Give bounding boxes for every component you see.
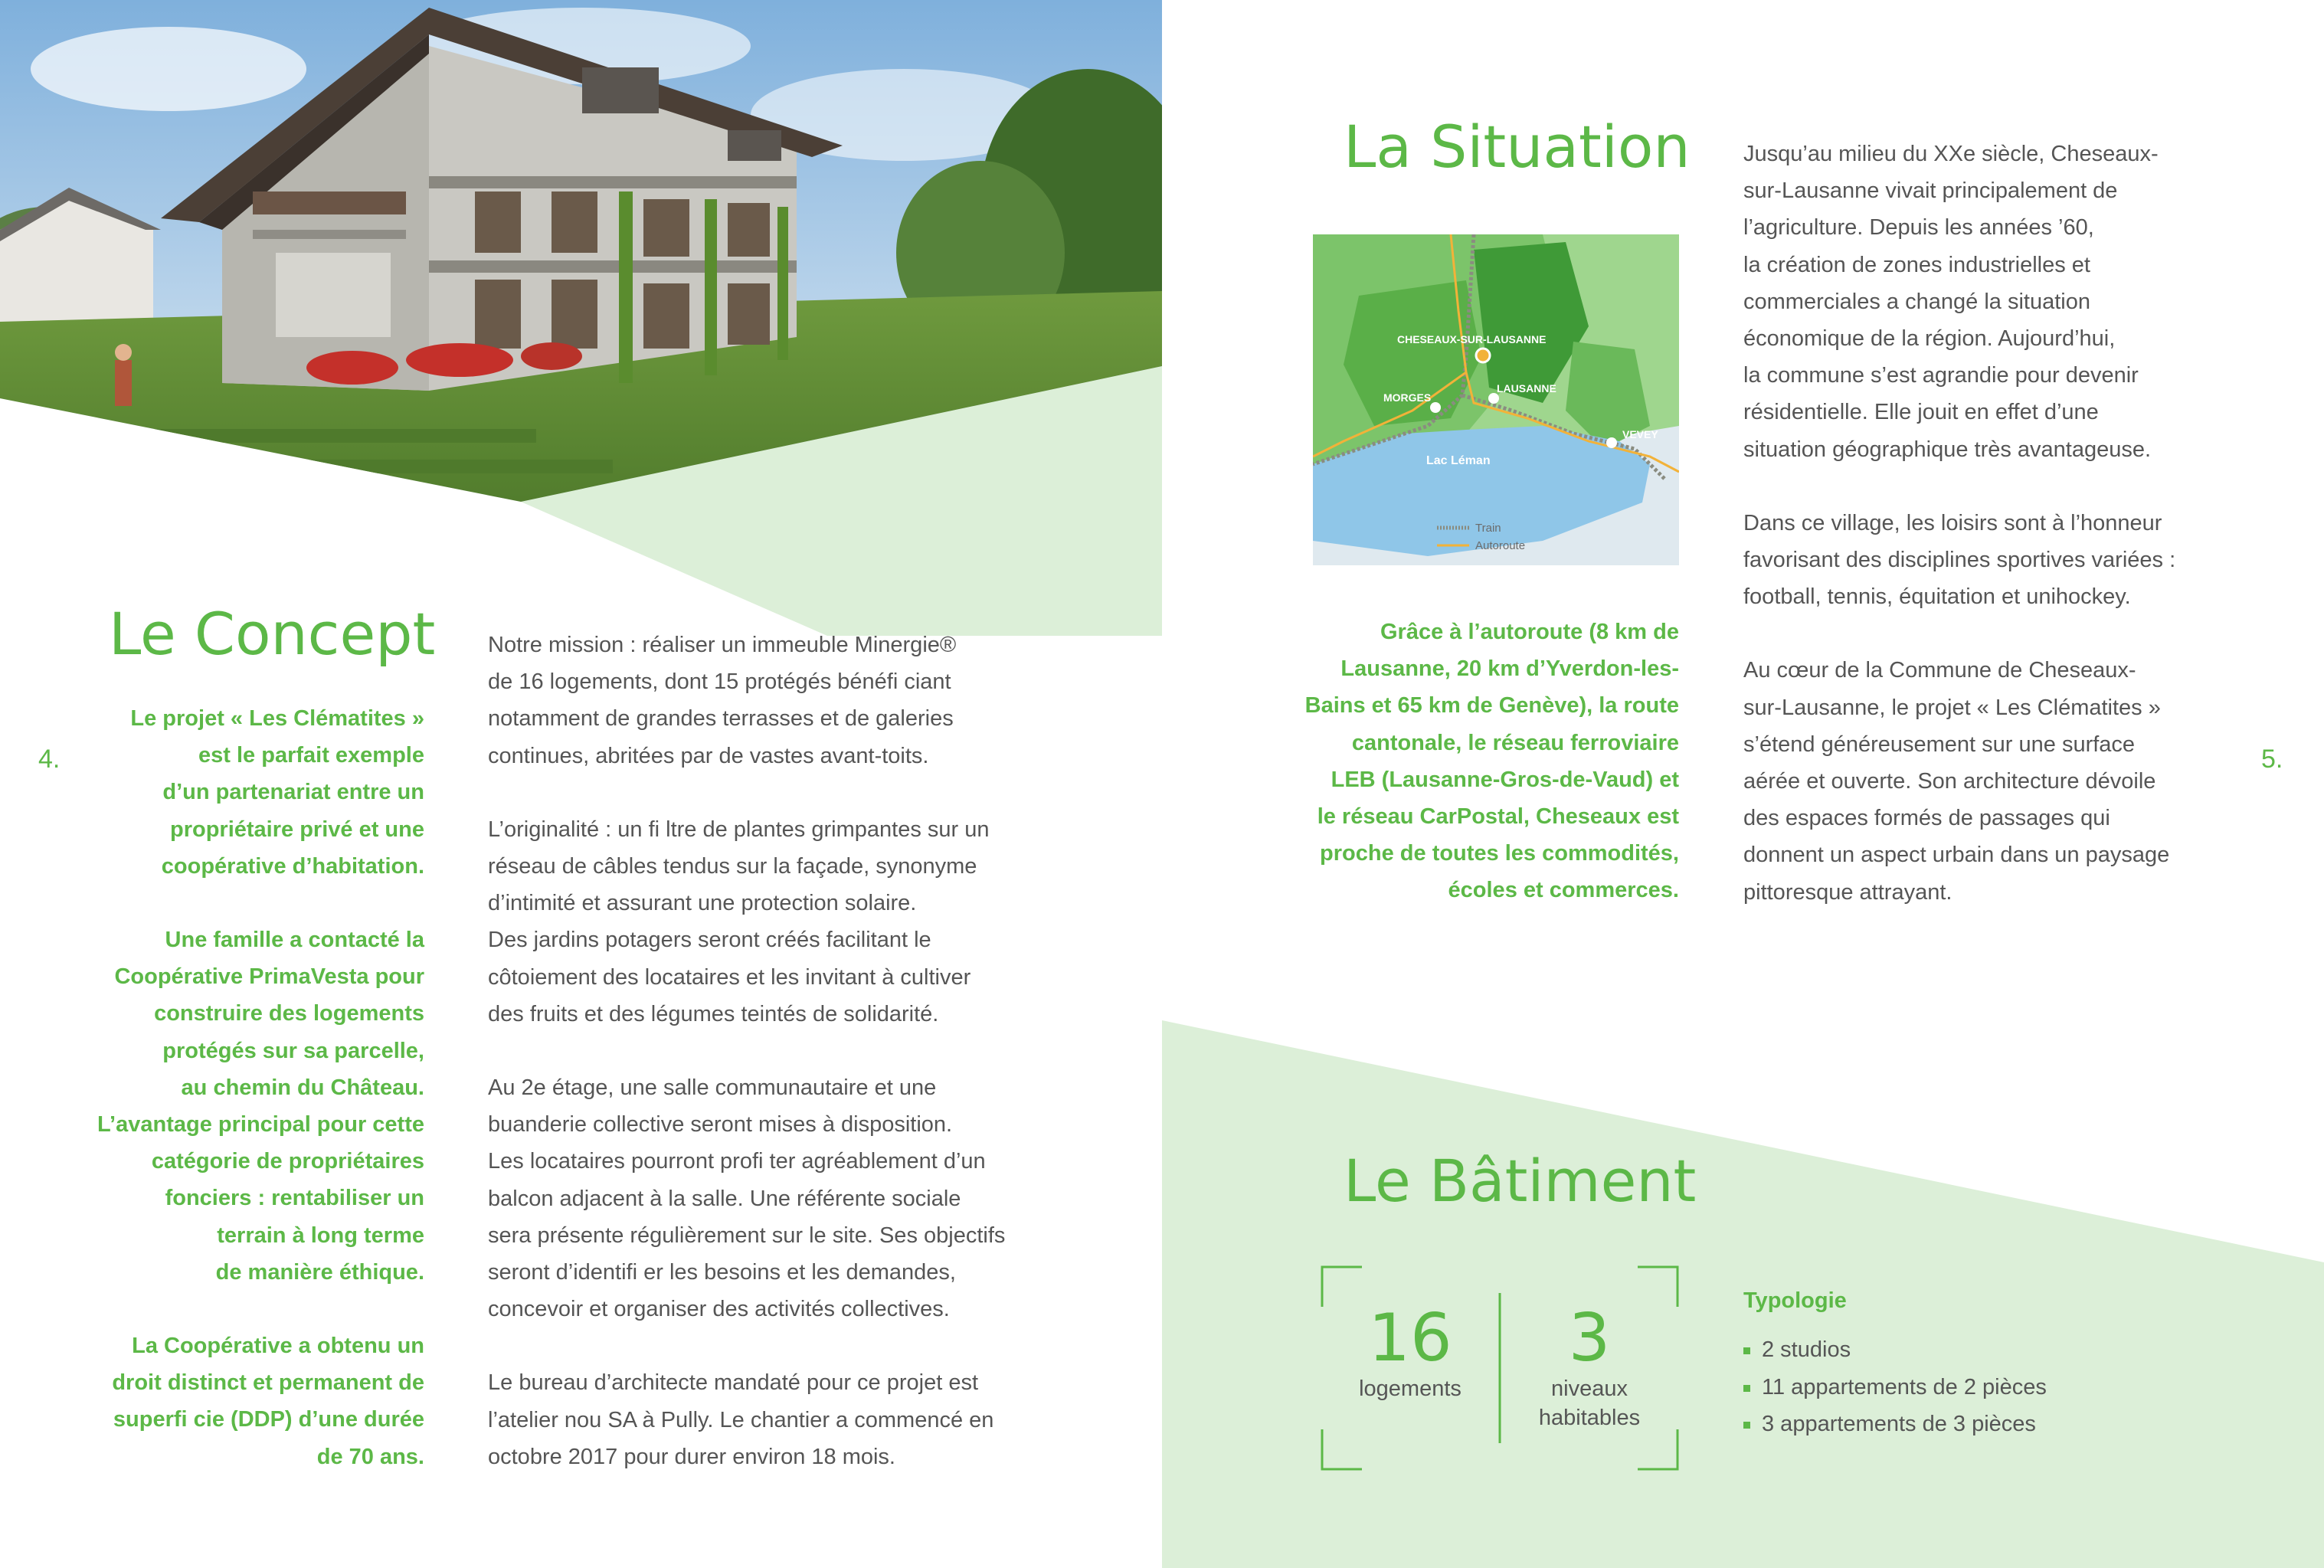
building-stats (1321, 1265, 1679, 1471)
typology-title: Typologie (1743, 1288, 1847, 1313)
map-label-morges: MORGES (1383, 391, 1432, 404)
typology-item: 11 appartements de 2 pièces (1743, 1369, 2047, 1406)
stat-value-logements: 16 (1368, 1300, 1452, 1377)
concept-lead-text (77, 700, 424, 1475)
concept-body-text (488, 627, 1055, 1475)
situation-title: La Situation (1344, 113, 1691, 181)
situation-lead-text (1256, 614, 1679, 909)
page-number-left: 4. (38, 745, 61, 774)
concept-body-paragraph: Le bureau d’architecte mandaté pour ce projet est l’atelier nou SA à Pully. Le chantier a commencé en octobre 2017 pour durer environ 18 mois. (488, 1370, 994, 1469)
typology-item: 2 studios (1743, 1331, 2047, 1369)
map-label-cheseaux: CHESEAUX-SUR-LAUSANNE (1397, 333, 1547, 345)
batiment-title: Le Bâtiment (1344, 1147, 1697, 1215)
map-legend-road: Autoroute (1475, 539, 1526, 552)
stat-label-logements: logements (1359, 1377, 1462, 1401)
concept-lead-paragraph: Une famille a contacté la Coopérative PrimaVesta pour construire des logements protégés sur sa parcelle, au chemin du Château. L’avantage principal pour cette catégorie de propriétaires fonciers : rentabiliser un terrain à long terme de manière éthique. (97, 928, 424, 1285)
concept-body-paragraph: Au 2e étage, une salle communautaire et une buanderie collective seront mises à disposition. Les locataires pourront profi ter agréablement d’un balcon adjacent à la salle. Une référente sociale sera présente régulièrement sur le site. Ses objectifs seront d’identifi er les besoins et les demandes, concevoir et organiser des activités collectives. (488, 1075, 1006, 1322)
concept-lead-paragraph: Le projet « Les Clématites » est le parfait exemple d’un partenariat entre un propriétaire privé et une coopérative d’habitation. (130, 706, 424, 879)
concept-title: Le Concept (109, 600, 436, 668)
concept-body-paragraph: L’originalité : un fi ltre de plantes grimpantes sur un réseau de câbles tendus sur la façade, synonyme d’intimité et assurant une protection solaire. Des jardins potagers seront créés facilitant le côtoiement des locataires et les invitant à cultiver des fruits et des légumes teintés de solidarité. (488, 817, 990, 1026)
concept-body-paragraph: Notre mission : réaliser un immeuble Minergie® de 16 logements, dont 15 protégés bénéfi ciant notamment de grandes terrasses et de galeries continues, abritées par de vastes avant-toits. (488, 633, 957, 768)
map-legend-train: Train (1475, 522, 1501, 535)
situation-body-paragraph: Dans ce village, les loisirs sont à l’honneur favorisant des disciplines sportives variées : football, tennis, équitation et unihockey. (1743, 510, 2176, 610)
situation-body-paragraph: Jusqu’au milieu du XXe siècle, Cheseaux- sur-Lausanne vivait principalement de l’agriculture. Depuis les années ’60, la création de zones industrielles et commerciales a changé la situation économique de la région. Aujourd’hui, la commune s’est agrandie pour devenir résidentielle. Elle jouit en effet d’une situation géographique très avantageuse. (1743, 142, 2159, 462)
concept-lead-paragraph: La Coopérative a obtenu un droit distinct et permanent de superfi cie (DDP) d’une durée de 70 ans. (112, 1334, 424, 1469)
situation-body-text (1743, 136, 2234, 911)
typology-item: 3 appartements de 3 pièces (1743, 1406, 2047, 1443)
location-map (1313, 234, 1679, 565)
map-label-vevey: VEVEY (1622, 428, 1658, 440)
building-photo (0, 0, 1162, 636)
page-number-right: 5. (2261, 745, 2283, 774)
stat-label-niveaux: niveaux habitables (1538, 1377, 1641, 1430)
typology-list (1743, 1331, 2047, 1443)
stat-value-niveaux: 3 (1568, 1300, 1611, 1377)
situation-body-paragraph: Au cœur de la Commune de Cheseaux- sur-Lausanne, le projet « Les Clématites » s’étend généreusement sur une surface aérée et ouverte. Son architecture dévoile des espaces formés de passages qui donnent un aspect urbain dans un paysage pittoresque attrayant. (1743, 658, 2170, 905)
map-label-lake: Lac Léman (1426, 454, 1491, 467)
map-label-lausanne: LAUSANNE (1497, 382, 1556, 394)
situation-lead-paragraph: Grâce à l’autoroute (8 km de Lausanne, 20 km d’Yverdon-les- Bains et 65 km de Genève), la route cantonale, le réseau ferroviaire LEB (Lausanne-Gros-de-Vaud) et le réseau CarPostal, Cheseaux est proche de toutes les commodités, écoles et commerces. (1304, 620, 1679, 903)
